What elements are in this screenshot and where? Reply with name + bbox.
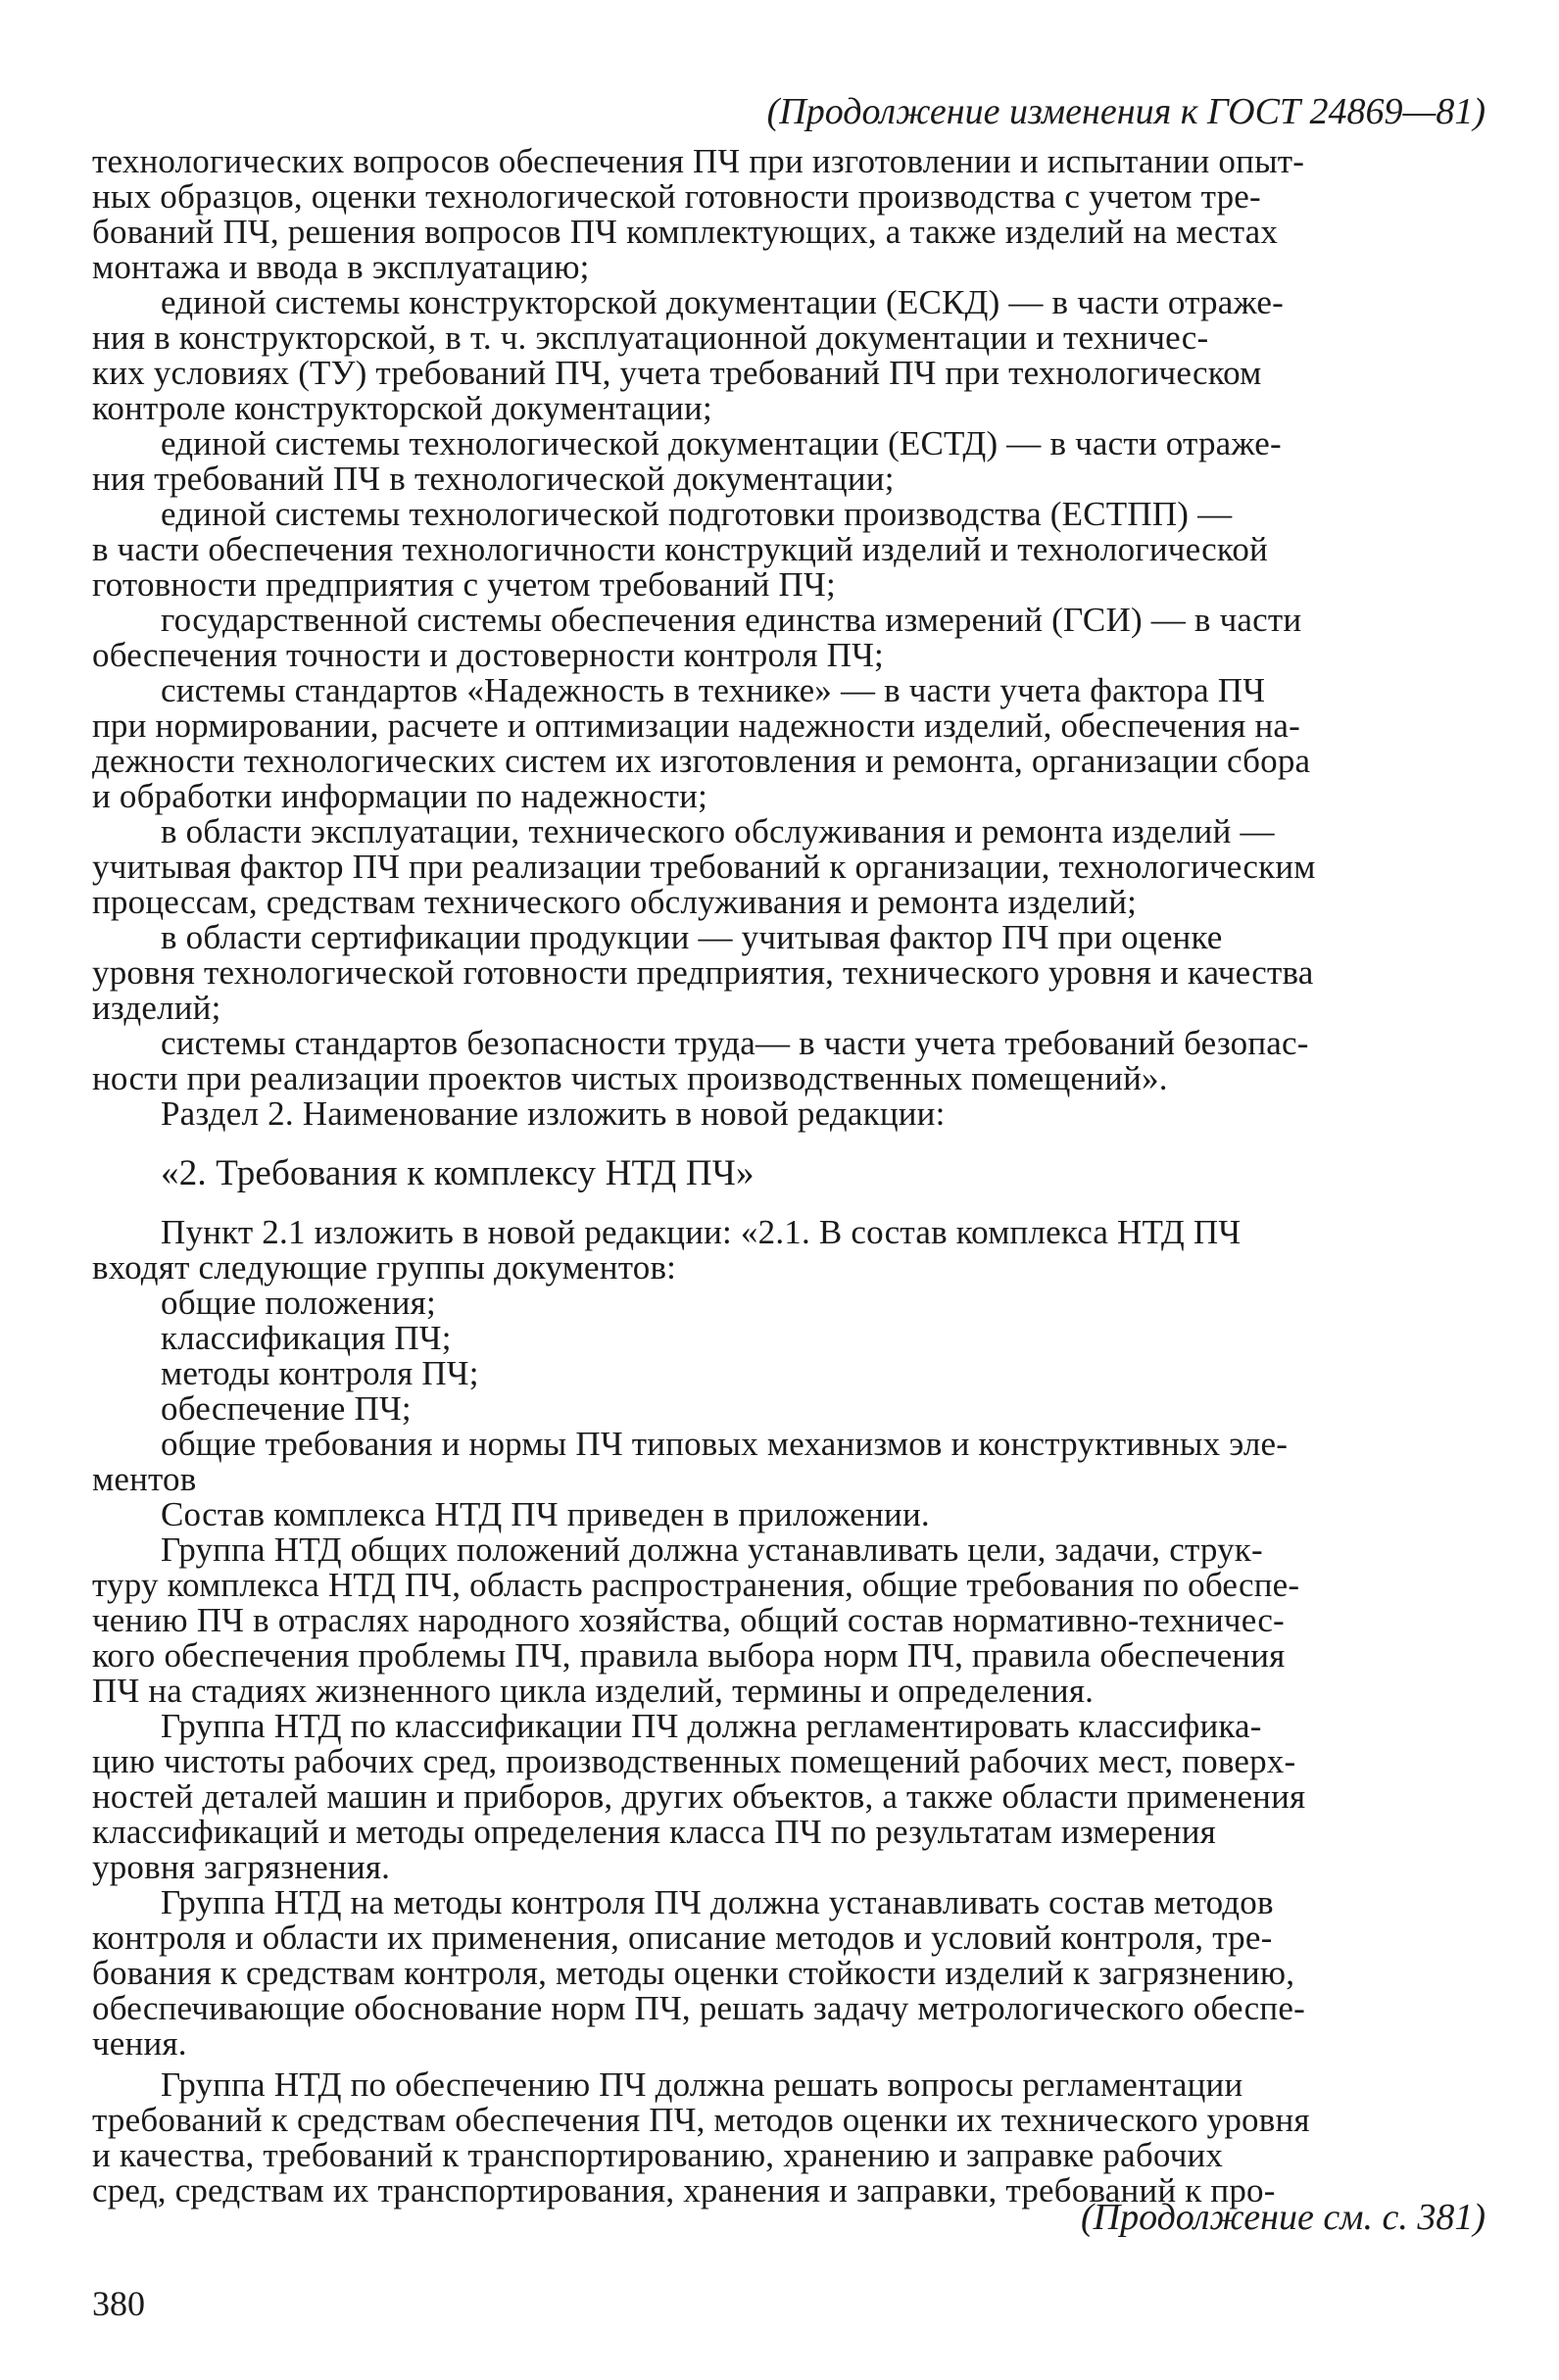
text-line: процессам, средствам технического обслуживания и ремонта изделий;: [92, 883, 1138, 921]
text-line: уровня технологической готовности предприятия, технического уровня и качества: [92, 953, 1314, 992]
text-line: в части обеспечения технологичности конструкций изделий и технологической: [92, 530, 1268, 568]
text-line: единой системы конструкторской документации (ЕСКД) — в части отраже-: [161, 283, 1284, 321]
text-line: чению ПЧ в отраслях народного хозяйства, общий состав нормативно-техничес-: [92, 1601, 1285, 1639]
text-line: Группа НТД по классификации ПЧ должна регламентировать классифика-: [161, 1707, 1262, 1745]
text-line: государственной системы обеспечения единства измерений (ГСИ) — в части: [161, 601, 1302, 639]
list-item: классификация ПЧ;: [161, 1319, 452, 1357]
text-line: Пункт 2.1 изложить в новой редакции: «2.1. В состав комплекса НТД ПЧ: [161, 1213, 1242, 1251]
text-line: и обработки информации по надежности;: [92, 777, 708, 815]
text-line: монтажа и ввода в эксплуатацию;: [92, 248, 590, 286]
text-line: системы стандартов «Надежность в технике» — в части учета фактора ПЧ: [161, 671, 1266, 709]
text-line: входят следующие группы документов:: [92, 1248, 677, 1287]
continuation-note: (Продолжение см. с. 381): [1080, 2197, 1486, 2238]
list-item: методы контроля ПЧ;: [161, 1354, 479, 1392]
text-line: обеспечивающие обоснование норм ПЧ, решать задачу метрологического обеспе-: [92, 1989, 1305, 2027]
text-line: ких условиях (ТУ) требований ПЧ, учета требований ПЧ при технологическом: [92, 354, 1262, 392]
text-line: технологических вопросов обеспечения ПЧ при изготовлении и испытании опыт-: [92, 142, 1305, 180]
text-line: в области сертификации продукции — учитывая фактор ПЧ при оценке: [161, 918, 1223, 956]
text-line: ментов: [92, 1460, 197, 1498]
text-line: цию чистоты рабочих сред, производственных помещений рабочих мест, поверх-: [92, 1742, 1296, 1780]
text-line: контроля и области их применения, описание методов и условий контроля, тре-: [92, 1919, 1273, 1957]
section-heading: «2. Требования к комплексу НТД ПЧ»: [161, 1153, 755, 1193]
running-header: (Продолжение изменения к ГОСТ 24869—81): [766, 91, 1486, 132]
text-line: обеспечения точности и достоверности контроля ПЧ;: [92, 636, 884, 674]
text-line: дежности технологических систем их изготовления и ремонта, организации сбора: [92, 742, 1311, 780]
text-line: системы стандартов безопасности труда— в части учета требований безопас-: [161, 1024, 1309, 1062]
text-line: туру комплекса НТД ПЧ, область распространения, общие требования по обеспе-: [92, 1566, 1300, 1604]
text-line: классификаций и методы определения класса ПЧ по результатам измерения: [92, 1813, 1216, 1851]
text-line: чения.: [92, 2024, 187, 2063]
text-line: бования к средствам контроля, методы оценки стойкости изделий к загрязнению,: [92, 1954, 1295, 1992]
text-line: Состав комплекса НТД ПЧ приведен в приложении.: [161, 1495, 930, 1533]
text-line: Раздел 2. Наименование изложить в новой редакции:: [161, 1094, 946, 1133]
text-line: бований ПЧ, решения вопросов ПЧ комплектующих, а также изделий на местах: [92, 213, 1279, 251]
text-line: требований к средствам обеспечения ПЧ, методов оценки их технического уровня: [92, 2101, 1310, 2139]
text-line: Группа НТД на методы контроля ПЧ должна устанавливать состав методов: [161, 1883, 1274, 1921]
text-line: ПЧ на стадиях жизненного цикла изделий, термины и определения.: [92, 1672, 1095, 1710]
list-item: общие требования и нормы ПЧ типовых механизмов и конструктивных эле-: [161, 1425, 1289, 1463]
text-line: единой системы технологической документации (ЕСТД) — в части отраже-: [161, 424, 1282, 462]
text-line: кого обеспечения проблемы ПЧ, правила выбора норм ПЧ, правила обеспечения: [92, 1636, 1286, 1675]
text-line: уровня загрязнения.: [92, 1848, 391, 1886]
list-item: общие положения;: [161, 1284, 436, 1322]
list-item: обеспечение ПЧ;: [161, 1389, 412, 1428]
text-line: сред, средствам их транспортирования, хранения и заправки, требований к про-: [92, 2171, 1276, 2210]
text-line: готовности предприятия с учетом требований ПЧ;: [92, 565, 836, 604]
page-number: 380: [92, 2284, 145, 2323]
text-line: ния требований ПЧ в технологической документации;: [92, 460, 895, 498]
text-line: в области эксплуатации, технического обслуживания и ремонта изделий —: [161, 812, 1275, 850]
text-line: при нормировании, расчете и оптимизации надежности изделий, обеспечения на-: [92, 706, 1301, 745]
text-line: Группа НТД общих положений должна устанавливать цели, задачи, струк-: [161, 1530, 1263, 1569]
text-line: ных образцов, оценки технологической готовности производства с учетом тре-: [92, 177, 1261, 216]
text-line: ности при реализации проектов чистых производственных помещений».: [92, 1059, 1168, 1097]
text-line: учитывая фактор ПЧ при реализации требований к организации, технологическим: [92, 848, 1316, 886]
text-line: и качества, требований к транспортированию, хранению и заправке рабочих: [92, 2136, 1224, 2174]
text-line: Группа НТД по обеспечению ПЧ должна решать вопросы регламентации: [161, 2065, 1243, 2104]
text-line: ностей деталей машин и приборов, других объектов, а также области применения: [92, 1777, 1306, 1816]
text-line: ния в конструкторской, в т. ч. эксплуатационной документации и техничес-: [92, 318, 1209, 357]
text-line: контроле конструкторской документации;: [92, 389, 712, 427]
text-line: изделий;: [92, 989, 221, 1027]
text-line: единой системы технологической подготовки производства (ЕСТПП) —: [161, 495, 1233, 533]
